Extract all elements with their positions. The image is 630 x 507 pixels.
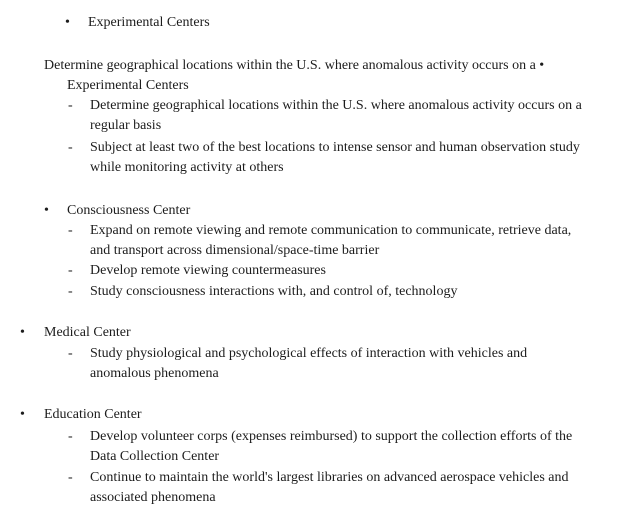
education-item-1-line-1: Develop volunteer corps (expenses reimbursed) to support the collection efforts of the [90,429,573,444]
intro-line: Determine geographical locations within the U.S. where anomalous activity occurs on a • [44,58,545,73]
dash-icon: - [68,346,73,361]
experimental-item-2-line-1: Subject at least two of the best locations to intense sensor and human observation study [90,140,580,155]
bullet-icon: • [20,407,25,422]
education-item-1-line-2: Data Collection Center [90,449,220,464]
consciousness-item-1-line-2: and transport across dimensional/space-time barrier [90,243,380,258]
consciousness-title: Consciousness Center [67,203,191,218]
medical-title: Medical Center [44,325,131,340]
consciousness-item-1-line-1: Expand on remote viewing and remote communication to communicate, retrieve data, [90,223,572,238]
education-item-2-line-2: associated phenomena [90,490,216,505]
experimental-title: Experimental Centers [67,78,189,93]
education-title: Education Center [44,407,142,422]
bullet-icon: • [20,325,25,340]
dash-icon: - [68,429,73,444]
dash-icon: - [68,98,73,113]
experimental-item-1-line-1: Determine geographical locations within the U.S. where anomalous activity occurs on a [90,98,582,113]
consciousness-item-2: Develop remote viewing countermeasures [90,263,326,278]
dash-icon: - [68,140,73,155]
consciousness-item-3: Study consciousness interactions with, and control of, technology [90,284,458,299]
dash-icon: - [68,223,73,238]
top-list-item: Experimental Centers [88,15,210,30]
experimental-item-2-line-2: while monitoring activity at others [90,160,284,175]
education-item-2-line-1: Continue to maintain the world's largest libraries on advanced aerospace vehicles and [90,470,569,485]
medical-item-1-line-2: anomalous phenomena [90,366,219,381]
dash-icon: - [68,263,73,278]
experimental-item-1-line-2: regular basis [90,118,162,133]
dash-icon: - [68,284,73,299]
bullet-icon: • [44,203,49,218]
bullet-icon: • [65,15,70,30]
medical-item-1-line-1: Study physiological and psychological effects of interaction with vehicles and [90,346,528,361]
dash-icon: - [68,470,73,485]
